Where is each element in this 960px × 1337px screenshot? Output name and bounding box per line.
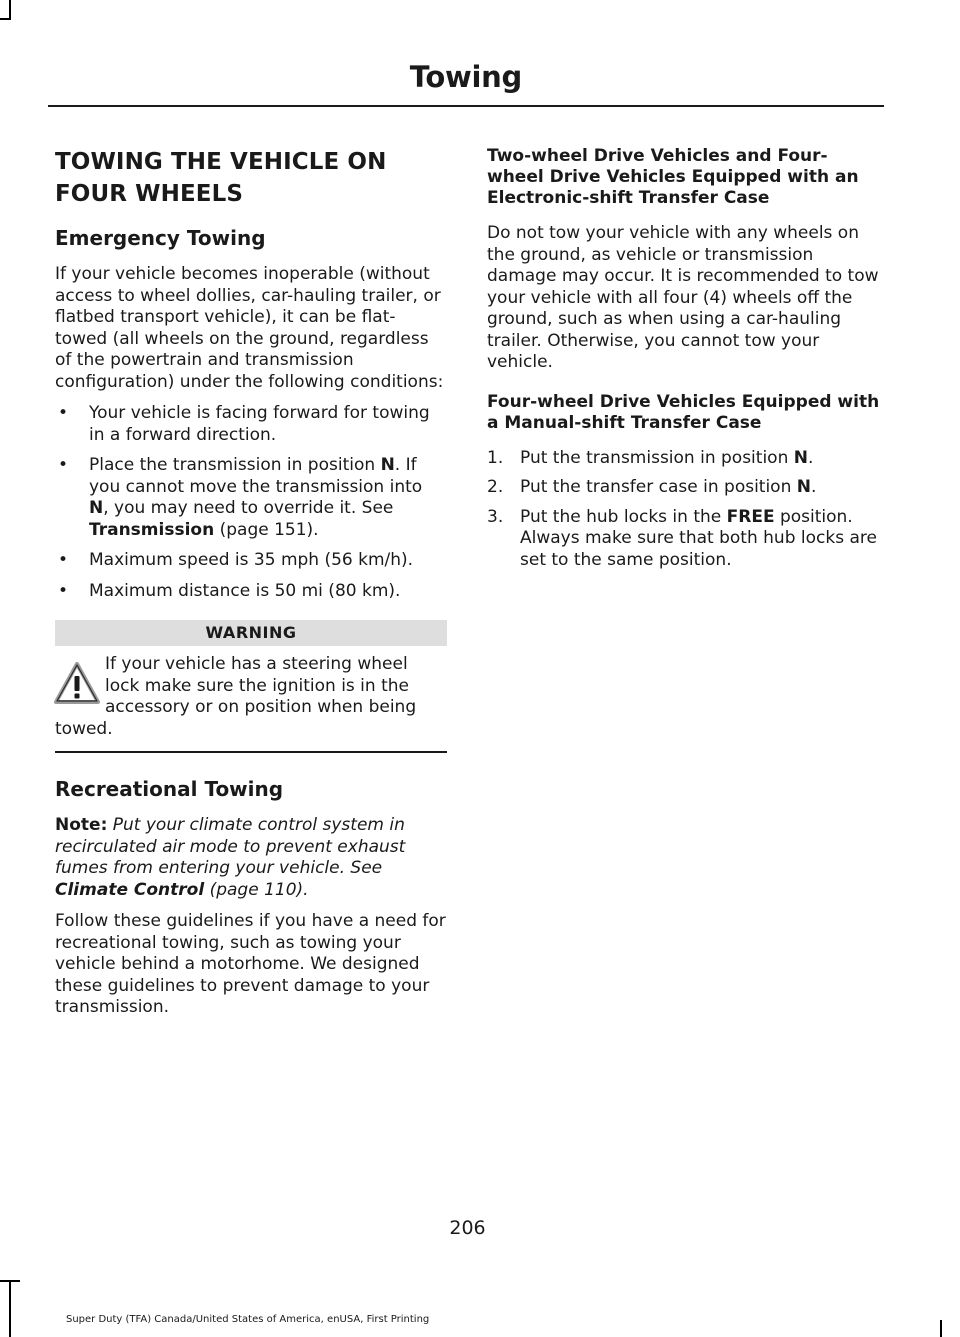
warning-body — [55, 654, 447, 740]
warning-rule — [55, 751, 447, 753]
crop-mark — [0, 1280, 20, 1282]
page-number: 206 — [449, 1217, 486, 1239]
two-wheel-drive-body: Do not tow your vehicle with any wheels on the ground, as vehicle or transmission damage may occur. It is recommended to tow your vehicle with all four (4) wheels off the ground, such as when using a car-hauling trailer. Otherwise, you cannot tow your vehicle. — [487, 223, 879, 372]
step-number: 1. — [487, 447, 504, 468]
warning-triangle-icon — [53, 660, 101, 706]
crop-mark — [9, 0, 11, 20]
right-column — [487, 146, 882, 579]
transmission-link[interactable]: Transmission — [89, 519, 215, 540]
list-item: • Maximum speed is 35 mph (56 km/h). — [58, 550, 414, 570]
list-item: 2. Put the transfer case in position N. — [487, 477, 817, 497]
manual-shift-steps — [487, 448, 882, 572]
page-header-title: Towing — [409, 60, 522, 94]
step-number: 2. — [487, 477, 504, 497]
bullet: • — [58, 580, 69, 601]
warning-text: If your vehicle has a steering wheel lock make sure the ignition is in the accessory or on position when being towed. — [55, 654, 417, 739]
two-wheel-drive-heading: Two-wheel Drive Vehicles and Four-wheel Drive Vehicles Equipped with an Electronic-shift Transfer Case — [487, 146, 859, 208]
recreational-towing-heading: Recreational Towing — [55, 777, 284, 801]
recreational-note: Note: Put your climate control system in recirculated air mode to prevent exhaust fumes from entering your vehicle. See Climate Control (page 110). — [55, 815, 406, 900]
crop-mark — [0, 18, 11, 20]
step-number: 3. — [487, 506, 504, 527]
list-item: • Maximum distance is 50 mi (80 km). — [58, 580, 401, 601]
section-title-line1: TOWING THE VEHICLE ON — [55, 149, 387, 175]
list-item: 3. Put the hub locks in the FREE position. Always make sure that both hub locks are set to the same position. — [487, 506, 877, 570]
list-item: • Place the transmission in position N. If you cannot move the transmission into N, you may need to override it. See Transmission (page 151). — [58, 455, 423, 540]
footer-note: Super Duty (TFA) Canada/United States of America, enUSA, First Printing — [66, 1314, 430, 1325]
list-item: 1. Put the transmission in position N. — [487, 447, 814, 468]
emergency-conditions-list — [55, 403, 447, 602]
section-title-line2: FOUR WHEELS — [55, 181, 244, 207]
left-column — [55, 146, 447, 1029]
bullet: • — [58, 403, 69, 423]
bullet: • — [58, 455, 69, 475]
header-rule — [48, 105, 884, 107]
list-item: • Your vehicle is facing forward for towing in a forward direction. — [58, 403, 430, 445]
manual-shift-heading: Four-wheel Drive Vehicles Equipped with a Manual-shift Transfer Case — [487, 391, 880, 433]
bullet: • — [58, 550, 69, 570]
crop-mark — [9, 1280, 11, 1337]
climate-control-link[interactable]: Climate Control — [55, 879, 205, 900]
note-label: Note: — [55, 815, 108, 835]
emergency-intro: If your vehicle becomes inoperable (without access to wheel dollies, car-hauling trailer, or flatbed transport vehicle), it can be flat-towed (all wheels on the ground, regardless of the powertrain and transmission configuration) under the following conditions: — [55, 264, 444, 392]
section-title — [55, 146, 447, 210]
warning-label: WARNING — [55, 620, 447, 646]
emergency-towing-heading: Emergency Towing — [55, 226, 266, 250]
recreational-body: Follow these guidelines if you have a need for recreational towing, such as towing your vehicle behind a motorhome. We designed these guidelines to prevent damage to your transmission. — [55, 911, 446, 1017]
crop-mark — [940, 1320, 942, 1337]
